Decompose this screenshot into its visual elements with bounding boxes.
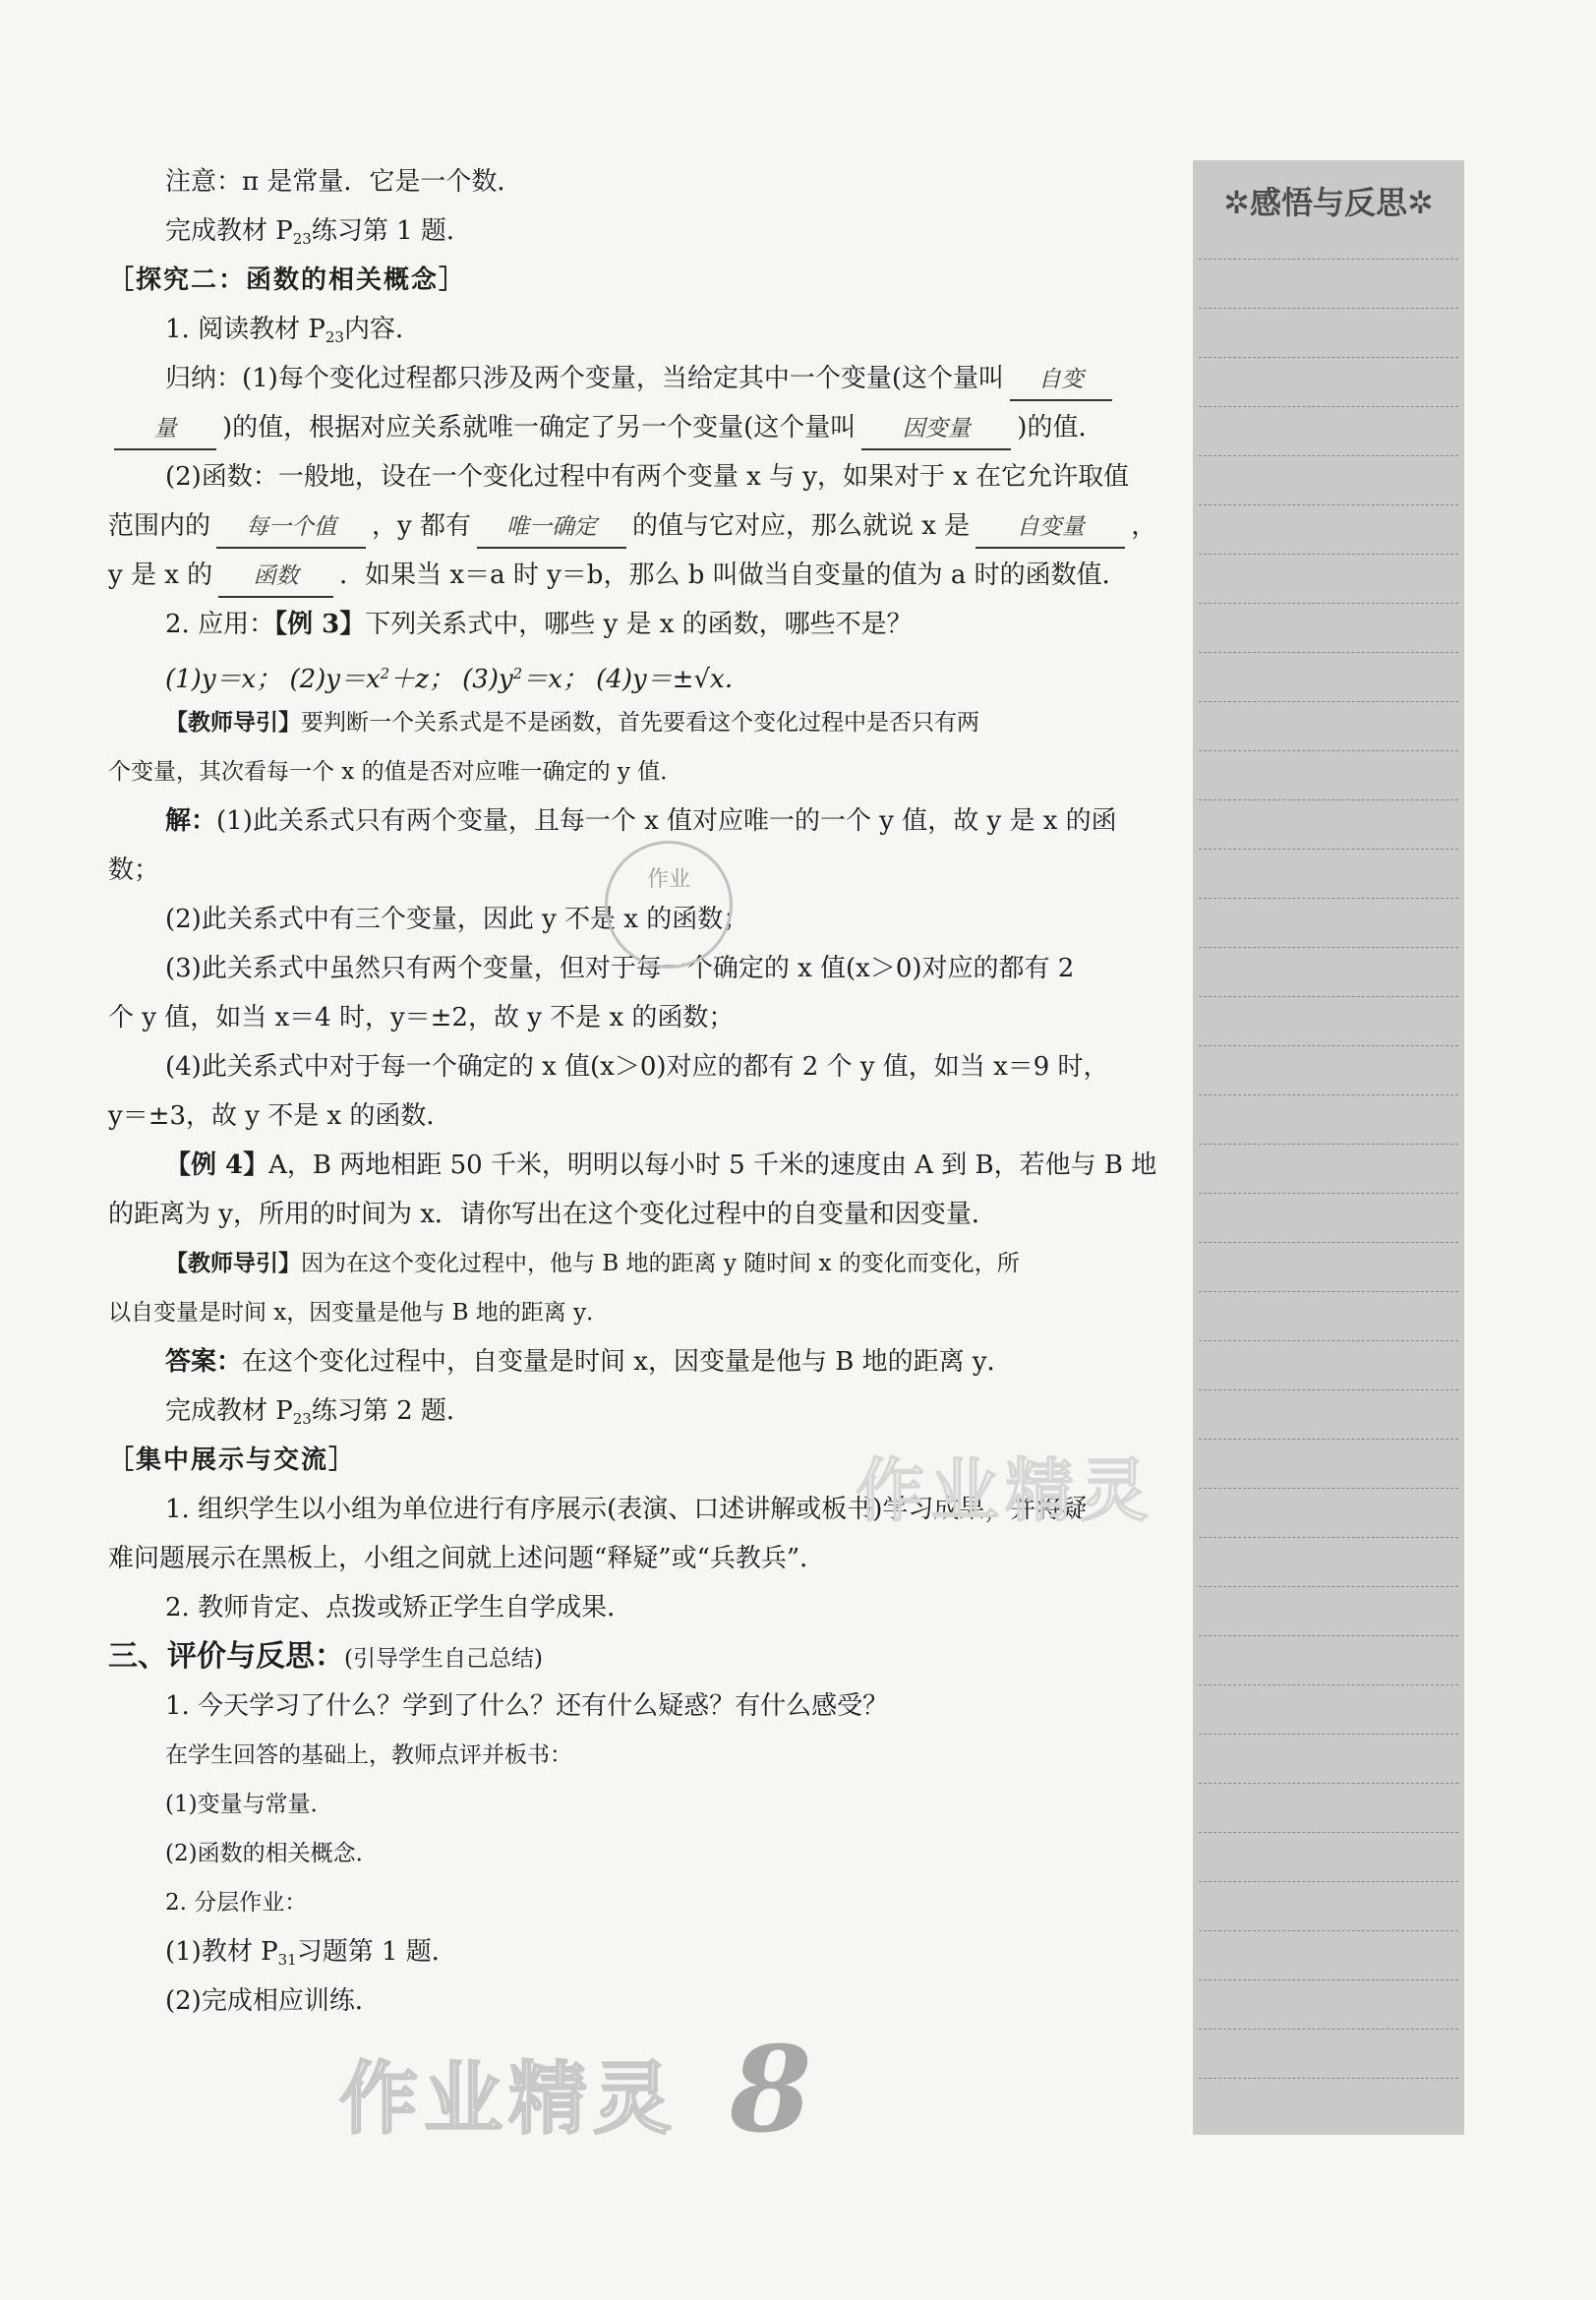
sidebar-rule	[1199, 996, 1458, 997]
guide-line	[108, 752, 682, 792]
heading-note: (引导学生自己总结)	[344, 1646, 543, 1672]
sidebar-rule	[1199, 1389, 1458, 1390]
text: y＝±3，故 y 不是 x 的函数．	[108, 1101, 452, 1131]
reflection-line	[165, 1736, 572, 1775]
exercise-line	[165, 1391, 472, 1439]
subscript: 23	[292, 1410, 312, 1428]
guide-line	[108, 1293, 609, 1332]
solution-line	[165, 949, 1074, 988]
sidebar-rule	[1199, 554, 1458, 555]
text: ，y 都有	[372, 511, 471, 541]
summary-line	[108, 408, 1103, 450]
text: (2)函数的相关概念．	[165, 1841, 379, 1866]
sidebar-rule	[1199, 1783, 1458, 1784]
handwritten-answer: 每一个值	[216, 507, 366, 549]
sidebar-rule	[1199, 357, 1458, 358]
heading-text: ［集中展示与交流］	[108, 1445, 357, 1475]
text: A，B 两地相距 50 千米，明明以每小时 5 千米的速度由 A 到 B，若他与 B 地	[268, 1150, 1157, 1180]
evaluation-heading	[108, 1637, 543, 1679]
sidebar-rule	[1199, 406, 1458, 407]
answer-label: 答案：	[165, 1347, 243, 1377]
display-line	[108, 1539, 825, 1578]
reflection-line	[165, 1686, 888, 1726]
text: (2)此关系式中有三个变量，因此 y 不是 x 的函数；	[165, 905, 749, 934]
sidebar-title: ✲感悟与反思✲	[1223, 184, 1434, 221]
sidebar-rule	[1199, 1979, 1458, 1980]
text: 2. 应用：	[165, 610, 275, 639]
equations-line	[165, 654, 750, 699]
summary-line	[165, 359, 1118, 401]
example-label: 【例 4】	[165, 1150, 269, 1180]
sidebar-rule	[1199, 1045, 1458, 1046]
answer-line	[165, 1342, 1013, 1382]
example3-line	[165, 605, 913, 644]
text: 难问题展示在黑板上，小组之间就上述问题“释疑”或“兵教兵”．	[108, 1544, 826, 1573]
text: 内容．	[343, 315, 421, 344]
text: (1)教材 P	[165, 1937, 278, 1967]
sidebar-rule	[1199, 1242, 1458, 1243]
homework-line	[165, 1981, 381, 2021]
sidebar-rule	[1199, 1340, 1458, 1341]
text: 练习第 1 题．	[311, 216, 472, 246]
text: 范围内的	[108, 511, 211, 541]
guide-label: 【教师导引】	[165, 1250, 301, 1276]
text: 2. 教师肯定、点拨或矫正学生自学成果．	[165, 1593, 633, 1622]
definition-line	[108, 556, 1128, 598]
display-line	[165, 1588, 632, 1627]
text: (1)此关系式只有两个变量，且每一个 x 值对应唯一的一个 y 值，故 y 是 x 的函	[216, 806, 1117, 836]
guide-line	[165, 703, 979, 742]
sidebar-rule	[1199, 2029, 1458, 2030]
example4-line	[108, 1195, 997, 1234]
text: )的值．	[1017, 413, 1104, 442]
text: 习题第 1 题．	[296, 1937, 457, 1967]
example-label: 【例 3】	[274, 610, 366, 639]
reflection-sidebar	[1193, 160, 1464, 2135]
text: 完成教材 P	[165, 1396, 293, 1426]
reflection-line	[165, 1785, 333, 1824]
page-number: 8	[730, 2021, 812, 2159]
sidebar-rule	[1199, 2078, 1458, 2079]
subscript: 23	[292, 230, 312, 248]
sidebar-rule	[1199, 1734, 1458, 1735]
stamp-text: 作业	[646, 867, 690, 892]
sidebar-rule	[1199, 455, 1458, 456]
sidebar-rule	[1199, 1144, 1458, 1145]
solution-label: 解：	[165, 806, 217, 836]
sidebar-rule	[1199, 1291, 1458, 1292]
superscript: 2	[380, 665, 390, 682]
section-heading	[108, 261, 466, 300]
solution-line	[108, 851, 159, 890]
read-line	[165, 310, 421, 357]
solution-line	[108, 1096, 451, 1136]
text: 个变量，其次看每一个 x 的值是否对应唯一确定的 y 值．	[108, 759, 683, 785]
text: (4)此关系式中对于每一个确定的 x 值(x＞0)对应的都有 2 个 y 值，如当 x＝9 时，	[165, 1052, 1109, 1082]
sidebar-rule	[1199, 1881, 1458, 1882]
sidebar-rule	[1199, 1684, 1458, 1685]
sidebar-rule	[1199, 750, 1458, 751]
sidebar-rule	[1199, 308, 1458, 309]
superscript: 2	[512, 665, 523, 682]
text: ．如果当 x＝a 时 y＝b，那么 b 叫做当自变量的值为 a 时的函数值．	[339, 560, 1128, 590]
subscript: 23	[325, 328, 344, 346]
sidebar-rule	[1199, 898, 1458, 899]
guide-label: 【教师导引】	[165, 709, 301, 736]
definition-line	[108, 506, 1156, 549]
text: ，	[1131, 511, 1157, 541]
text: (2)函数：一般地，设在一个变化过程中有两个变量 x 与 y，如果对于 x 在它允许取值	[165, 462, 1130, 492]
section-heading	[108, 1441, 356, 1480]
text: 要判断一个关系式是不是函数，首先要看这个变化过程中是否只有两	[301, 710, 979, 736]
text: 数；	[108, 855, 160, 885]
text: 1. 今天学习了什么？学到了什么？还有什么疑惑？有什么感受？	[165, 1691, 889, 1721]
text: 在这个变化过程中，自变量是时间 x，因变量是他与 B 地的距离 y．	[242, 1347, 1013, 1377]
text: 在学生回答的基础上，教师点评并板书：	[165, 1742, 572, 1768]
homework-line	[165, 1932, 457, 1979]
handwritten-answer: 唯一确定	[477, 507, 626, 549]
text: 1. 阅读教材 P	[165, 315, 325, 344]
handwritten-answer: 函数	[218, 557, 333, 598]
handwritten-answer: 自变	[1010, 360, 1112, 401]
watermark-faint: 作业精灵	[856, 1450, 1154, 1531]
text: 以自变量是时间 x，因变量是他与 B 地的距离 y．	[108, 1300, 610, 1326]
text: 因为在这个变化过程中，他与 B 地的距离 y 随时间 x 的变化而变化，所	[301, 1251, 1020, 1276]
text: 练习第 2 题．	[311, 1396, 472, 1426]
sidebar-rule	[1199, 1537, 1458, 1538]
text: 下列关系式中，哪些 y 是 x 的函数，哪些不是？	[365, 610, 913, 639]
sidebar-rule	[1199, 799, 1458, 800]
reflection-line	[165, 1834, 379, 1873]
text: ＝x； (4)y＝±√x．	[522, 665, 750, 694]
note-line	[165, 162, 522, 202]
sidebar-rule	[1199, 1586, 1458, 1587]
guide-line	[165, 1244, 1020, 1283]
sidebar-rule	[1199, 652, 1458, 653]
sidebar-rule	[1199, 701, 1458, 702]
text: 的距离为 y，所用的时间为 x．请你写出在这个变化过程中的自变量和因变量．	[108, 1200, 997, 1229]
example4-line	[165, 1146, 1156, 1185]
exercise-line	[165, 211, 472, 259]
text: 个 y 值，如当 x＝4 时，y＝±2，故 y 不是 x 的函数；	[108, 1003, 735, 1032]
text: y 是 x 的	[108, 560, 213, 590]
text: (2)完成相应训练．	[165, 1986, 381, 2016]
text: ＋z； (3)y	[389, 665, 513, 694]
text: 2. 分层作业：	[165, 1890, 308, 1916]
sidebar-rule	[1199, 849, 1458, 850]
watermark-logo: 作业精灵	[339, 2053, 678, 2145]
text: 的值与它对应，那么就说 x 是	[631, 511, 971, 541]
sidebar-rule	[1199, 1193, 1458, 1194]
heading-text: ［探究二：函数的相关概念］	[108, 265, 467, 295]
sidebar-rule	[1199, 947, 1458, 948]
solution-line	[165, 801, 1117, 841]
definition-line	[165, 457, 1129, 497]
text: 归纳：(1)每个变化过程都只涉及两个变量，当给定其中一个变量(这个量叫	[165, 364, 1004, 393]
handwritten-answer: 量	[114, 409, 216, 450]
sidebar-rule	[1199, 1094, 1458, 1095]
sidebar-rule	[1199, 603, 1458, 604]
text: (1)y＝x； (2)y＝x	[165, 665, 381, 694]
solution-line	[165, 1047, 1109, 1087]
text: 完成教材 P	[165, 216, 293, 246]
heading-text: 三、评价与反思：	[108, 1639, 344, 1674]
sidebar-rule	[1199, 1439, 1458, 1440]
sidebar-rule	[1199, 1832, 1458, 1833]
note-text: 注意：π 是常量．它是一个数．	[165, 167, 523, 197]
homework-line	[165, 1883, 307, 1922]
handwritten-answer: 因变量	[861, 409, 1011, 450]
sidebar-rule	[1199, 259, 1458, 260]
solution-line	[108, 998, 734, 1037]
sidebar-rule	[1199, 1635, 1458, 1636]
text: (3)此关系式中虽然只有两个变量，但对于每一个确定的 x 值(x＞0)对应的都有 2	[165, 954, 1075, 983]
text: 1. 组织学生以小组为单位进行有序展示(表演、口述讲解或板书)学习成果，并将疑	[165, 1495, 1088, 1524]
sidebar-rule	[1199, 1488, 1458, 1489]
sidebar-rule	[1199, 504, 1458, 505]
handwritten-answer: 自变量	[975, 507, 1125, 549]
subscript: 31	[277, 1951, 297, 1969]
text: (1)变量与常量．	[165, 1792, 333, 1817]
stamp-watermark	[605, 841, 733, 969]
sidebar-rule	[1199, 1930, 1458, 1931]
text: )的值，根据对应关系就唯一确定了另一个变量(这个量叫	[222, 413, 857, 442]
